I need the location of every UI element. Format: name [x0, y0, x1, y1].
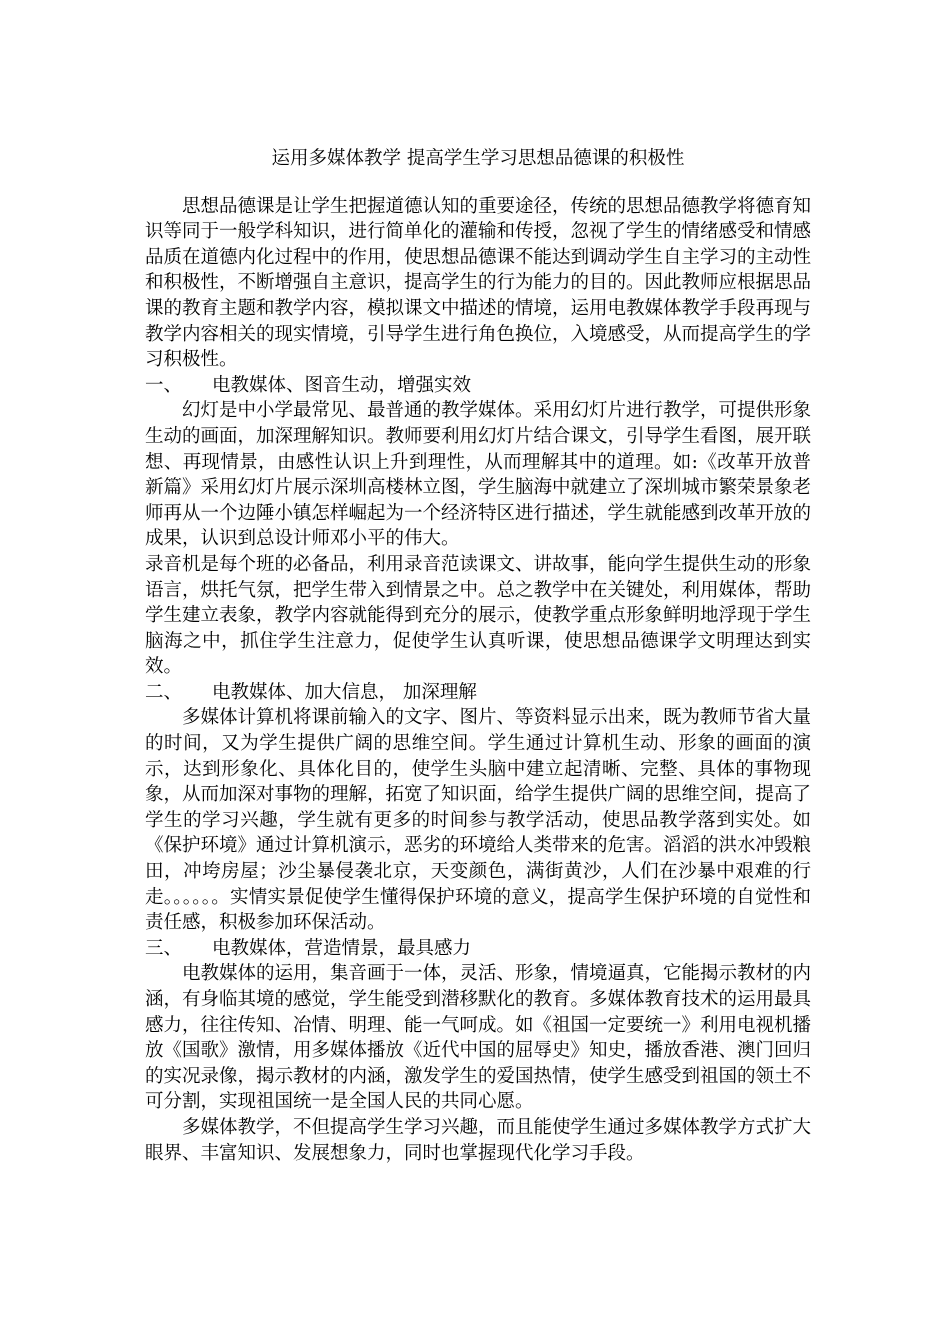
section-2-number: 二、	[145, 681, 183, 703]
document-title: 运用多媒体教学 提高学生学习思想品德课的积极性	[271, 148, 685, 169]
intro-paragraph: 思想品德课是让学生把握道德认知的重要途径，传统的思想品德教学将德育知识等同于一般学科知识，进行简单化的灌输和传授，忽视了学生的情绪感受和情感品质在道德内化过程中的作用，使思想品德课不能达到调动学生自主学习的主动性和积极性，不断增强自主意识，提高学生的行为能力的目的。因此教师应根据思品课的教育主题和教学内容，模拟课文中描述的情境，运用电教媒体教学手段再现与教学内容相关的现实情境，引导学生进行角色换位，入境感受，从而提高学生的学习积极性。	[145, 195, 812, 371]
section-2-title: 电教媒体、加大信息， 加深理解	[212, 681, 477, 703]
section-3-number: 三、	[145, 937, 183, 959]
section-2-heading	[145, 680, 811, 706]
section-1-title: 电教媒体、图音生动，增强实效	[212, 374, 472, 396]
section-1-paragraph-1: 幻灯是中小学最常见、最普通的教学媒体。采用幻灯片进行教学，可提供形象生动的画面，加深理解知识。教师要利用幻灯片结合课文，引导学生看图，展开联想、再现情景，由感性认识上升到理性，从而理解其中的道理。如:《改革开放普新篇》采用幻灯片展示深圳高楼林立图，学生脑海中就建立了深圳城市繁荣景象老师再从一个边陲小镇怎样崛起为一个经济特区进行描述，学生就能感到改革开放的成果，认识到总设计师邓小平的伟大。	[145, 400, 812, 550]
section-1-number: 一、	[145, 374, 183, 396]
document-page	[145, 146, 811, 1166]
section-3-paragraph-1: 电教媒体的运用，集音画于一体，灵活、形象，情境逼真，它能揭示教材的内涵，有身临其境的感觉，学生能受到潜移默化的教育。多媒体教育技术的运用最具感力，往往传知、冶情、明理、能一气呵成。如《祖国一定要统一》利用电视机播放《国歌》激情，用多媒体播放《近代中国的屈辱史》知史，播放香港、澳门回归的实况录像，揭示教材的内涵，激发学生的爱国热情，使学生感受到祖国的领土不可分割，实现祖国统一是全国人民的共同心愿。	[145, 963, 812, 1113]
section-3-title: 电教媒体，营造情景，最具感力	[212, 937, 472, 959]
section-1-paragraph-2: 录音机是每个班的必备品，利用录音范读课文、讲故事，能向学生提供生动的形象语言，烘托气氛，把学生带入到情景之中。总之教学中在关键处，利用媒体，帮助学生建立表象，教学内容就能得到充分的展示，使教学重点形象鲜明地浮现于学生脑海之中，抓住学生注意力，促使学生认真听课，使思想品德课学文明理达到实效。	[145, 553, 812, 678]
section-2-paragraph-1: 多媒体计算机将课前输入的文字、图片、等资料显示出来，既为教师节省大量的时间，又为学生提供广阔的思维空间。学生通过计算机生动、形象的画面的演示，达到形象化、具体化目的，使学生头脑中建立起清晰、完整、具体的事物现象，从而加深对事物的理解，拓宽了知识面，给学生提供广阔的思维空间，提高了学生的学习兴趣，学生就有更多的时间参与教学活动，使思品教学落到实处。如《保护环境》通过计算机演示，恶劣的环境给人类带来的危害。滔滔的洪水冲毁粮田，冲垮房屋；沙尘暴侵袭北京，天变颜色，满街黄沙，人们在沙暴中艰难的行走。。。。。。实情实景促使学生懂得保护环境的意义，提高学生保护环境的自觉性和责任感，积极参加环保活动。	[145, 707, 812, 934]
section-1-heading	[145, 373, 811, 399]
conclusion-paragraph: 多媒体教学，不但提高学生学习兴趣，而且能使学生通过多媒体教学方式扩大眼界、丰富知识、发展想象力，同时也掌握现代化学习手段。	[145, 1116, 812, 1164]
section-3-heading	[145, 936, 811, 962]
